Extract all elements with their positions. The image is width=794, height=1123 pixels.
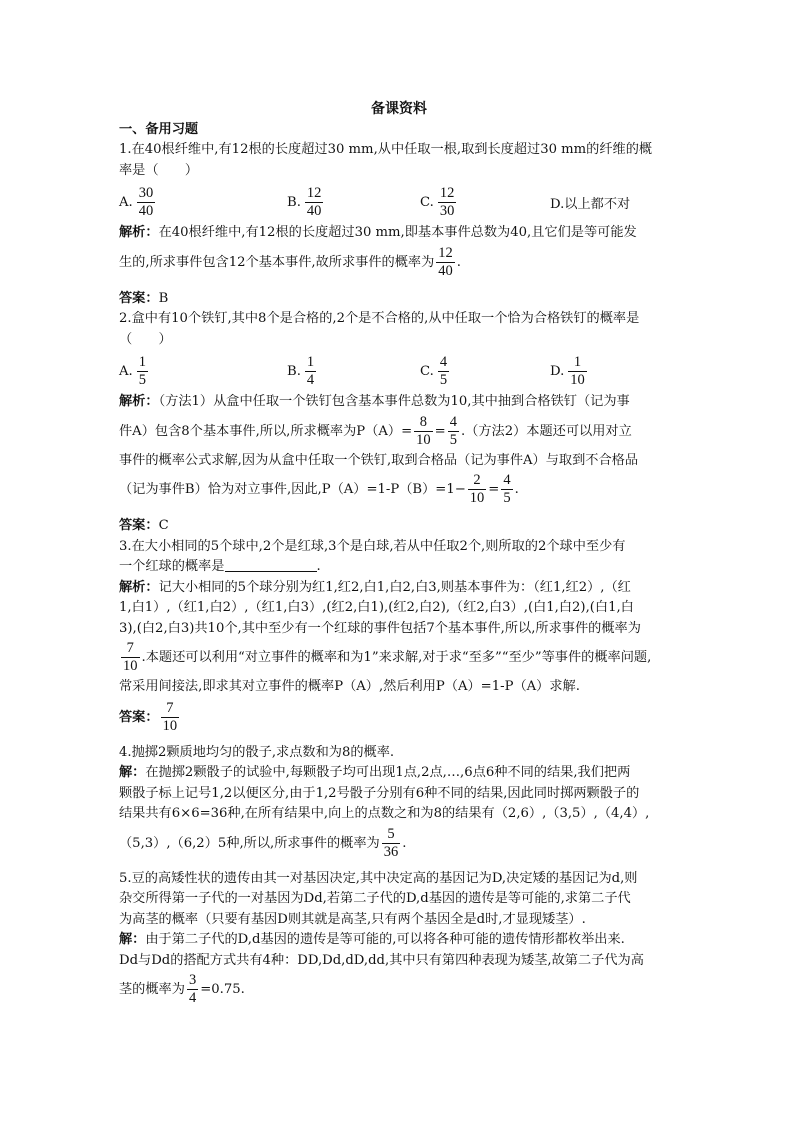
fraction: $\frac{1}{5}$ — [138, 353, 146, 388]
q2-answer: 答案：C — [119, 517, 169, 533]
q1-option-c: C. $\frac{12}{30}$ — [420, 184, 455, 219]
q1-stem-cont: 率是（ ） — [119, 162, 199, 178]
q2-option-a: A. $\frac{1}{5}$ — [119, 353, 146, 388]
q2-stem: 2.盒中有10个铁钉,其中8个是合格的,2个是不合格的,从中任取一个恰为合格铁钉的概率是 — [119, 311, 640, 326]
q5-stem-cont: 杂交所得第一子代的一对基因为Dd,若第二子代的D,d基因的遗传是等可能的,求第二子代 — [119, 891, 631, 906]
q2-analysis: 解析：（方法1）从盒中任取一个铁钉包含基本事件总数为10,其中抽到合格铁钉（记为事 — [119, 394, 630, 409]
fraction: $\frac{7}{10}$ — [123, 640, 138, 674]
fraction: $\frac{4}{5}$ — [439, 353, 448, 388]
q3-answer: 答案： $\frac{7}{10}$ — [119, 699, 178, 734]
fraction: $\frac{30}{40}$ — [138, 184, 154, 219]
q1-option-d: D.以上都不对 — [550, 196, 631, 212]
q5-solution: 解：由于第二子代的D,d基因的遗传是等可能的,可以将各种可能的遗传情形都枚举出来. — [119, 932, 625, 947]
q2-options — [119, 350, 679, 392]
fraction: $\frac{8}{10}$ — [416, 413, 431, 448]
q2-option-c: C. $\frac{4}{5}$ — [420, 353, 448, 388]
fraction: $\frac{3}{4}$ — [188, 972, 197, 1006]
fraction: $\frac{1}{4}$ — [306, 353, 315, 388]
fraction: $\frac{12}{40}$ — [306, 184, 322, 219]
q3-stem-cont: 一个红球的概率是 . — [119, 559, 321, 574]
q3-stem: 3.在大小相同的5个球中,2个是红球,3个是白球,若从中任取2个,则所取的2个球中至少有 — [119, 538, 626, 554]
q3-analysis-cont2: 3),(白2,白3)共10个,其中至少有一个红球的事件包括7个基本事件,所以,所求事件的概率为 — [119, 620, 641, 636]
q4-stem: 4.抛掷2颗质地均匀的骰子,求点数和为8的概率. — [119, 744, 395, 760]
q1-answer: 答案：B — [119, 289, 169, 306]
document-page — [119, 96, 679, 1009]
fraction: $\frac{4}{5}$ — [449, 413, 457, 448]
q3-analysis-cont: 1,白1）,（红1,白2）,（红1,白3）,(红2,白1),(红2,白2),（红2,白3）,(白1,白2),(白1,白 — [119, 600, 634, 615]
q3-analysis-cont4: 常采用间接法,即求其对立事件的概率P（A）,然后利用P（A）=1-P（A）求解. — [119, 679, 580, 694]
q3-analysis: 解析：记大小相同的5个球分别为红1,红2,白1,白2,白3,则基本事件为：（红1,红2）,（红 — [119, 579, 631, 595]
q4-solution-cont3: （5,3）,（6,2）5种,所以,所求事件的概率为 $\frac{5}{36}$ . — [119, 825, 407, 860]
q5-stem: 5.豆的高矮性状的遗传由其一对基因决定,其中决定高的基因记为D,决定矮的基因记为d,则 — [119, 870, 638, 886]
q2-option-d: D. $\frac{1}{10}$ — [550, 353, 585, 388]
answer-blank — [225, 557, 317, 572]
q4-solution-cont2: 结果共有6×6=36种,在所有结果中,向上的点数之和为8的结果有（2,6）,（3,5）,（4,4）, — [119, 806, 650, 821]
q4-solution-cont: 颗骰子标上记号1,2以便区分,由于1,2号骰子分别有6种不同的结果,因此同时掷两颗骰子的 — [119, 785, 640, 801]
page-title: 备课资料 — [371, 101, 427, 117]
section-heading: 一、备用习题 — [119, 122, 199, 137]
q3-analysis-cont3: $\frac{7}{10}$ .本题还可以利用“对立事件的概率和为1”来求解,对于求“至多”“至少”等事件的概率问题, — [123, 640, 652, 674]
q4-solution: 解：在抛掷2颗骰子的试验中,每颗骰子均可出现1点,2点,…,6点6种不同的结果,我们把两 — [119, 765, 631, 780]
q2-option-b: B. $\frac{1}{4}$ — [287, 353, 315, 388]
q1-options — [119, 181, 679, 223]
fraction: $\frac{12}{40}$ — [438, 244, 453, 279]
fraction: $\frac{12}{30}$ — [439, 184, 455, 219]
fraction: $\frac{2}{10}$ — [469, 472, 485, 506]
fraction: $\frac{7}{10}$ — [162, 699, 178, 734]
q1-option-b: B. $\frac{12}{40}$ — [287, 184, 322, 219]
q2-analysis-cont2: 事件的概率公式求解,因为从盒中任取一个铁钉,取到合格品（记为事件A）与取到不合格品 — [119, 452, 639, 468]
q1-option-a: A. $\frac{30}{40}$ — [119, 184, 154, 219]
q5-stem-cont2: 为高茎的概率（只要有基因D则其就是高茎,只有两个基因全是d时,才显现矮茎）. — [119, 911, 586, 927]
q1-analysis: 解析：在40根纤维中,有12根的长度超过30 mm,即基本事件总数为40,且它们是等可能发 — [119, 225, 637, 240]
q5-solution-cont: Dd与Dd的搭配方式共有4种：DD,Dd,dD,dd,其中只有第四种表现为矮茎,故第二子代为高 — [119, 952, 644, 968]
q2-stem-cont: （ ） — [119, 331, 172, 347]
q2-analysis-cont3: （记为事件B）恰为对立事件,因此,P（A）=1-P（B）=1− $\frac{2}{10}$ = $\frac{4}{5}$ . — [119, 472, 519, 506]
fraction: $\frac{4}{5}$ — [503, 472, 511, 506]
q5-solution-cont2: 茎的概率为 $\frac{3}{4}$ =0.75. — [119, 972, 245, 1006]
q1-stem: 1.在40根纤维中,有12根的长度超过30 mm,从中任取一根,取到长度超过30 mm的纤维的概 — [119, 142, 653, 157]
q1-analysis-cont: 生的,所求事件包含12个基本事件,故所求事件的概率为 $\frac{12}{40}$ . — [119, 244, 461, 279]
fraction: $\frac{5}{36}$ — [383, 825, 399, 860]
fraction: $\frac{1}{10}$ — [570, 353, 585, 388]
q2-analysis-cont: 件A）包含8个基本事件,所以,所求概率为P（A）= $\frac{8}{10}$ = $\frac{4}{5}$ .（方法2）本题还可以用对立 — [119, 413, 632, 448]
